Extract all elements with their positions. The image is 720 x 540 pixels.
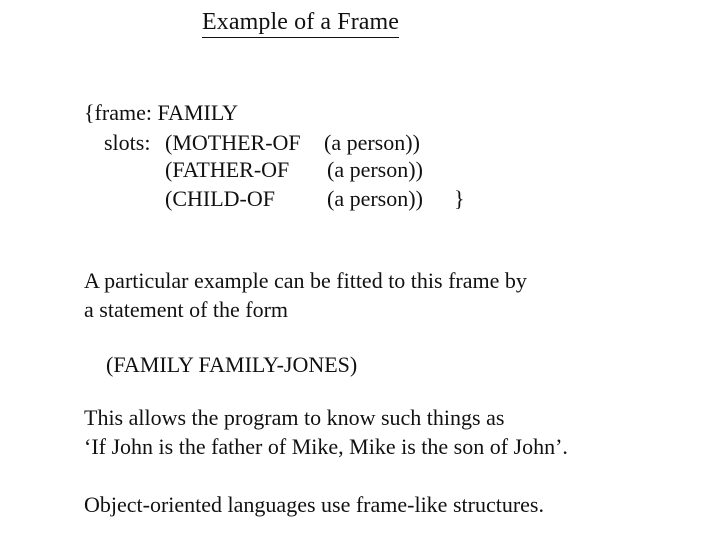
statement-example: (FAMILY FAMILY-JONES) <box>106 352 358 377</box>
slot-child-name: (CHILD-OF <box>165 186 275 211</box>
paragraph2-line1: This allows the program to know such things as <box>84 405 505 430</box>
slot-child-value: (a person)) <box>327 186 423 211</box>
paragraph3: Object-oriented languages use frame-like structures. <box>84 492 544 517</box>
paragraph2-line2: ‘If John is the father of Mike, Mike is the son of John’. <box>84 434 568 459</box>
slot-father-value: (a person)) <box>327 157 423 182</box>
slots-label: slots: <box>104 130 151 155</box>
frame-header: {frame: FAMILY <box>84 100 238 125</box>
paragraph1-line1: A particular example can be fitted to this frame by <box>84 268 527 293</box>
frame-closing-brace: } <box>454 186 465 211</box>
paragraph1-line2: a statement of the form <box>84 297 289 322</box>
slot-mother-name: (MOTHER-OF <box>165 130 301 155</box>
slot-father-name: (FATHER-OF <box>165 157 290 182</box>
slot-mother-value: (a person)) <box>324 130 420 155</box>
slide-title: Example of a Frame <box>202 8 399 38</box>
